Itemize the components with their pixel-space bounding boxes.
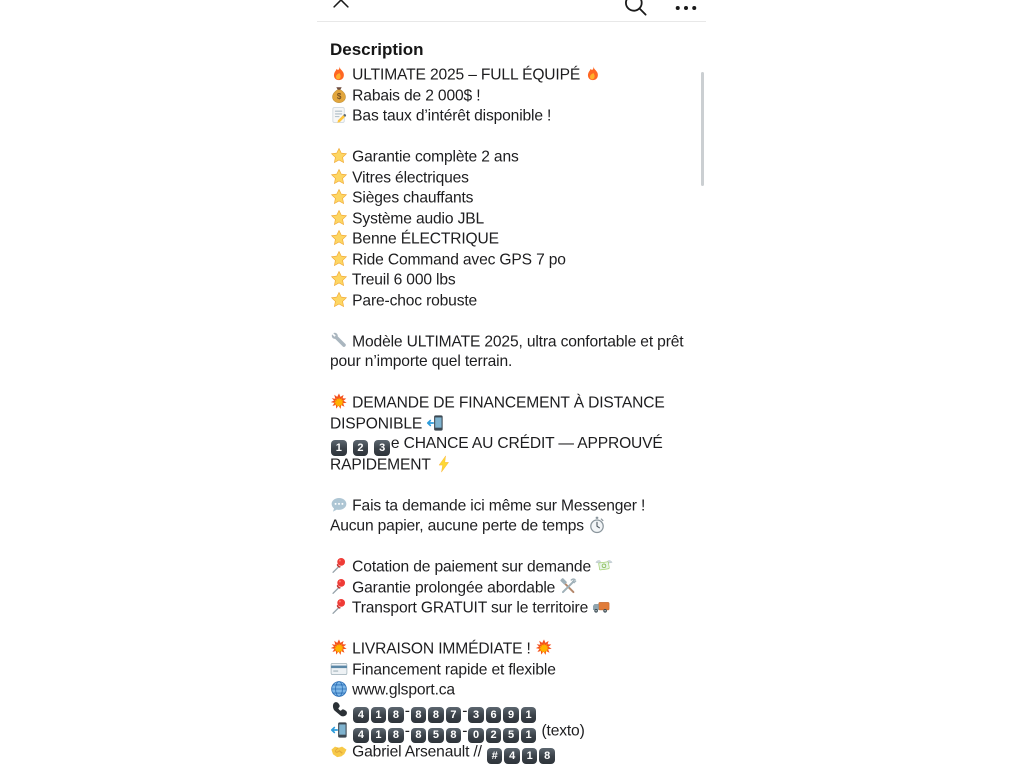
blank-line <box>330 127 712 148</box>
blank-line <box>330 619 712 640</box>
money-bag-icon <box>330 86 348 104</box>
description-line: Vitres électriques <box>330 168 712 189</box>
star-icon <box>330 250 348 268</box>
star-icon <box>330 229 348 247</box>
description-line: Financement rapide et flexible <box>330 660 712 681</box>
keycap-4: 4 <box>353 707 369 723</box>
star-icon <box>330 270 348 288</box>
credit-card-icon <box>330 660 348 678</box>
handshake-icon <box>330 742 348 760</box>
description-line: Cotation de paiement sur demande <box>330 557 712 578</box>
description-line: Treuil 6 000 lbs <box>330 270 712 291</box>
keycap-4: 4 <box>504 748 520 764</box>
keycap-8: 8 <box>411 707 427 723</box>
keycap-1: 1 <box>371 728 387 744</box>
description-line: ULTIMATE 2025 – FULL ÉQUIPÉ <box>330 65 712 86</box>
star-icon <box>330 168 348 186</box>
description-lines <box>330 65 712 762</box>
description-line: Ride Command avec GPS 7 po <box>330 250 712 271</box>
memo-icon <box>330 106 348 124</box>
blank-line <box>330 373 712 394</box>
phone-icon <box>330 701 348 719</box>
star-icon <box>330 209 348 227</box>
description-line: Bas taux d’intérêt disponible ! <box>330 106 712 127</box>
description-line: $ Rabais de 2 000$ ! <box>330 86 712 107</box>
description-line: Sièges chauffants <box>330 188 712 209</box>
description-line: 4 1 8 - 8 8 7 - 3 6 9 1 <box>330 701 712 722</box>
description-line: 1 2 3 e CHANCE AU CRÉDIT — APPROUVÉ <box>330 434 712 455</box>
description-section <box>330 40 712 762</box>
boom-icon <box>535 639 553 657</box>
keycap-3: 3 <box>468 707 484 723</box>
keycap-8: 8 <box>411 728 427 744</box>
keycap-1: 1 <box>521 728 537 744</box>
star-icon <box>330 147 348 165</box>
phone-arrow-icon <box>330 721 348 739</box>
keycap-2: 2 <box>486 728 502 744</box>
phone-arrow-icon <box>426 414 444 432</box>
globe-icon <box>330 680 348 698</box>
description-line: Garantie complète 2 ans <box>330 147 712 168</box>
more-options-icon[interactable] <box>675 0 697 4</box>
wrench-icon <box>330 332 348 350</box>
keycap-1: 1 <box>371 707 387 723</box>
keycap-2: 2 <box>353 440 369 456</box>
boom-icon <box>330 393 348 411</box>
description-line: Fais ta demande ici même sur Messenger ! <box>330 496 712 517</box>
tools-icon <box>559 578 577 596</box>
keycap-4: 4 <box>353 728 369 744</box>
keycap-8: 8 <box>428 707 444 723</box>
boom-icon <box>330 639 348 657</box>
description-line: Aucun papier, aucune perte de temps <box>330 516 712 537</box>
keycap-#: # <box>487 748 503 764</box>
close-icon[interactable] <box>330 0 352 11</box>
header-divider <box>317 21 706 22</box>
description-line: www.glsport.ca <box>330 680 712 701</box>
keycap-8: 8 <box>539 748 555 764</box>
keycap-8: 8 <box>388 707 404 723</box>
keycap-8: 8 <box>388 728 404 744</box>
description-line: DISPONIBLE <box>330 414 712 435</box>
keycap-3: 3 <box>374 440 390 456</box>
pushpin-icon <box>330 578 348 596</box>
speech-icon <box>330 496 348 514</box>
description-line: Système audio JBL <box>330 209 712 230</box>
stopwatch-icon <box>588 516 606 534</box>
description-line: RAPIDEMENT <box>330 455 712 476</box>
money-wings-icon <box>595 557 613 575</box>
svg-text:$: $ <box>336 91 342 101</box>
keycap-9: 9 <box>503 707 519 723</box>
zap-icon <box>435 455 453 473</box>
description-line: pour n’importe quel terrain. <box>330 353 513 370</box>
keycap-1: 1 <box>522 748 538 764</box>
keycap-1: 1 <box>331 440 347 456</box>
description-line: Garantie prolongée abordable <box>330 578 712 599</box>
description-line: LIVRAISON IMMÉDIATE ! <box>330 639 712 660</box>
description-title: Description <box>330 40 424 59</box>
keycap-5: 5 <box>428 728 444 744</box>
keycap-0: 0 <box>468 728 484 744</box>
description-line: Benne ÉLECTRIQUE <box>330 229 712 250</box>
blank-line <box>330 311 712 332</box>
fire-icon <box>330 65 348 83</box>
pushpin-icon <box>330 598 348 616</box>
pushpin-icon <box>330 557 348 575</box>
blank-line <box>330 537 712 558</box>
blank-line <box>330 475 712 496</box>
description-line: Transport GRATUIT sur le territoire <box>330 598 712 619</box>
description-line: DEMANDE DE FINANCEMENT À DISTANCE <box>330 393 712 414</box>
keycap-7: 7 <box>446 707 462 723</box>
description-line: 4 1 8 - 8 5 8 - 0 2 5 1 (texto) <box>330 721 712 742</box>
keycap-6: 6 <box>486 707 502 723</box>
search-icon[interactable] <box>622 0 649 18</box>
description-line: Modèle ULTIMATE 2025, ultra confortable et prêt <box>330 332 712 353</box>
star-icon <box>330 188 348 206</box>
keycap-8: 8 <box>446 728 462 744</box>
description-line: Pare-choc robuste <box>330 291 712 312</box>
star-icon <box>330 291 348 309</box>
description-line: Gabriel Arsenault // # 4 1 8 <box>330 742 712 763</box>
truck-icon <box>592 598 610 616</box>
keycap-5: 5 <box>503 728 519 744</box>
fire-icon <box>584 65 602 83</box>
keycap-1: 1 <box>521 707 537 723</box>
